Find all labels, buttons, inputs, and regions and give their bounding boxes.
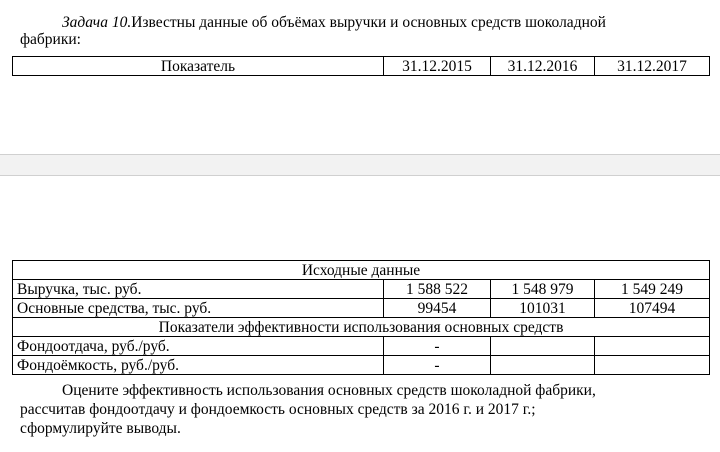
- value-cell: [491, 356, 595, 375]
- value-cell: 107494: [595, 299, 710, 318]
- data-table: [12, 260, 710, 375]
- date-header-cell: 31.12.2015: [384, 57, 491, 76]
- date-header-cell: 31.12.2017: [595, 57, 710, 76]
- task-line-1: [20, 14, 710, 31]
- section-header: Исходные данные: [13, 261, 710, 280]
- header-table: [12, 56, 710, 76]
- row-label: Основные средства, тыс. руб.: [13, 299, 384, 318]
- conclusion-text: [20, 381, 710, 438]
- table-row: [13, 280, 710, 299]
- value-cell: 101031: [491, 299, 595, 318]
- value-cell: 1 549 249: [595, 280, 710, 299]
- task-statement: [20, 14, 710, 48]
- task-text: Известны данные об объёмах выручки и основных средств шоколадной: [131, 14, 606, 31]
- table-row: [13, 337, 710, 356]
- table-row: [13, 261, 710, 280]
- table-row: [13, 356, 710, 375]
- date-header-cell: 31.12.2016: [491, 57, 595, 76]
- page-break: [0, 154, 720, 176]
- value-cell: [595, 356, 710, 375]
- value-cell: [595, 337, 710, 356]
- value-cell: 1 588 522: [384, 280, 491, 299]
- task-line-2: фабрики:: [20, 31, 81, 48]
- conclusion-line: рассчитав фондоотдачу и фондоемкость основных средств за 2016 г. и 2017 г.;: [20, 401, 536, 418]
- section-header: Показатели эффективности использования основных средств: [13, 318, 710, 337]
- indicator-header-cell: Показатель: [13, 57, 384, 76]
- row-label: Фондоёмкость, руб./руб.: [13, 356, 384, 375]
- table-row: [13, 299, 710, 318]
- conclusion-line: Оцените эффективность использования основных средств шоколадной фабрики,: [62, 382, 596, 399]
- value-cell: -: [384, 337, 491, 356]
- row-label: Фондоотдача, руб./руб.: [13, 337, 384, 356]
- row-label: Выручка, тыс. руб.: [13, 280, 384, 299]
- table-row: [13, 318, 710, 337]
- value-cell: 99454: [384, 299, 491, 318]
- value-cell: [491, 337, 595, 356]
- value-cell: -: [384, 356, 491, 375]
- task-label: Задача 10.: [62, 14, 132, 31]
- table-row: [13, 57, 710, 76]
- value-cell: 1 548 979: [491, 280, 595, 299]
- conclusion-line: сформулируйте выводы.: [20, 420, 181, 437]
